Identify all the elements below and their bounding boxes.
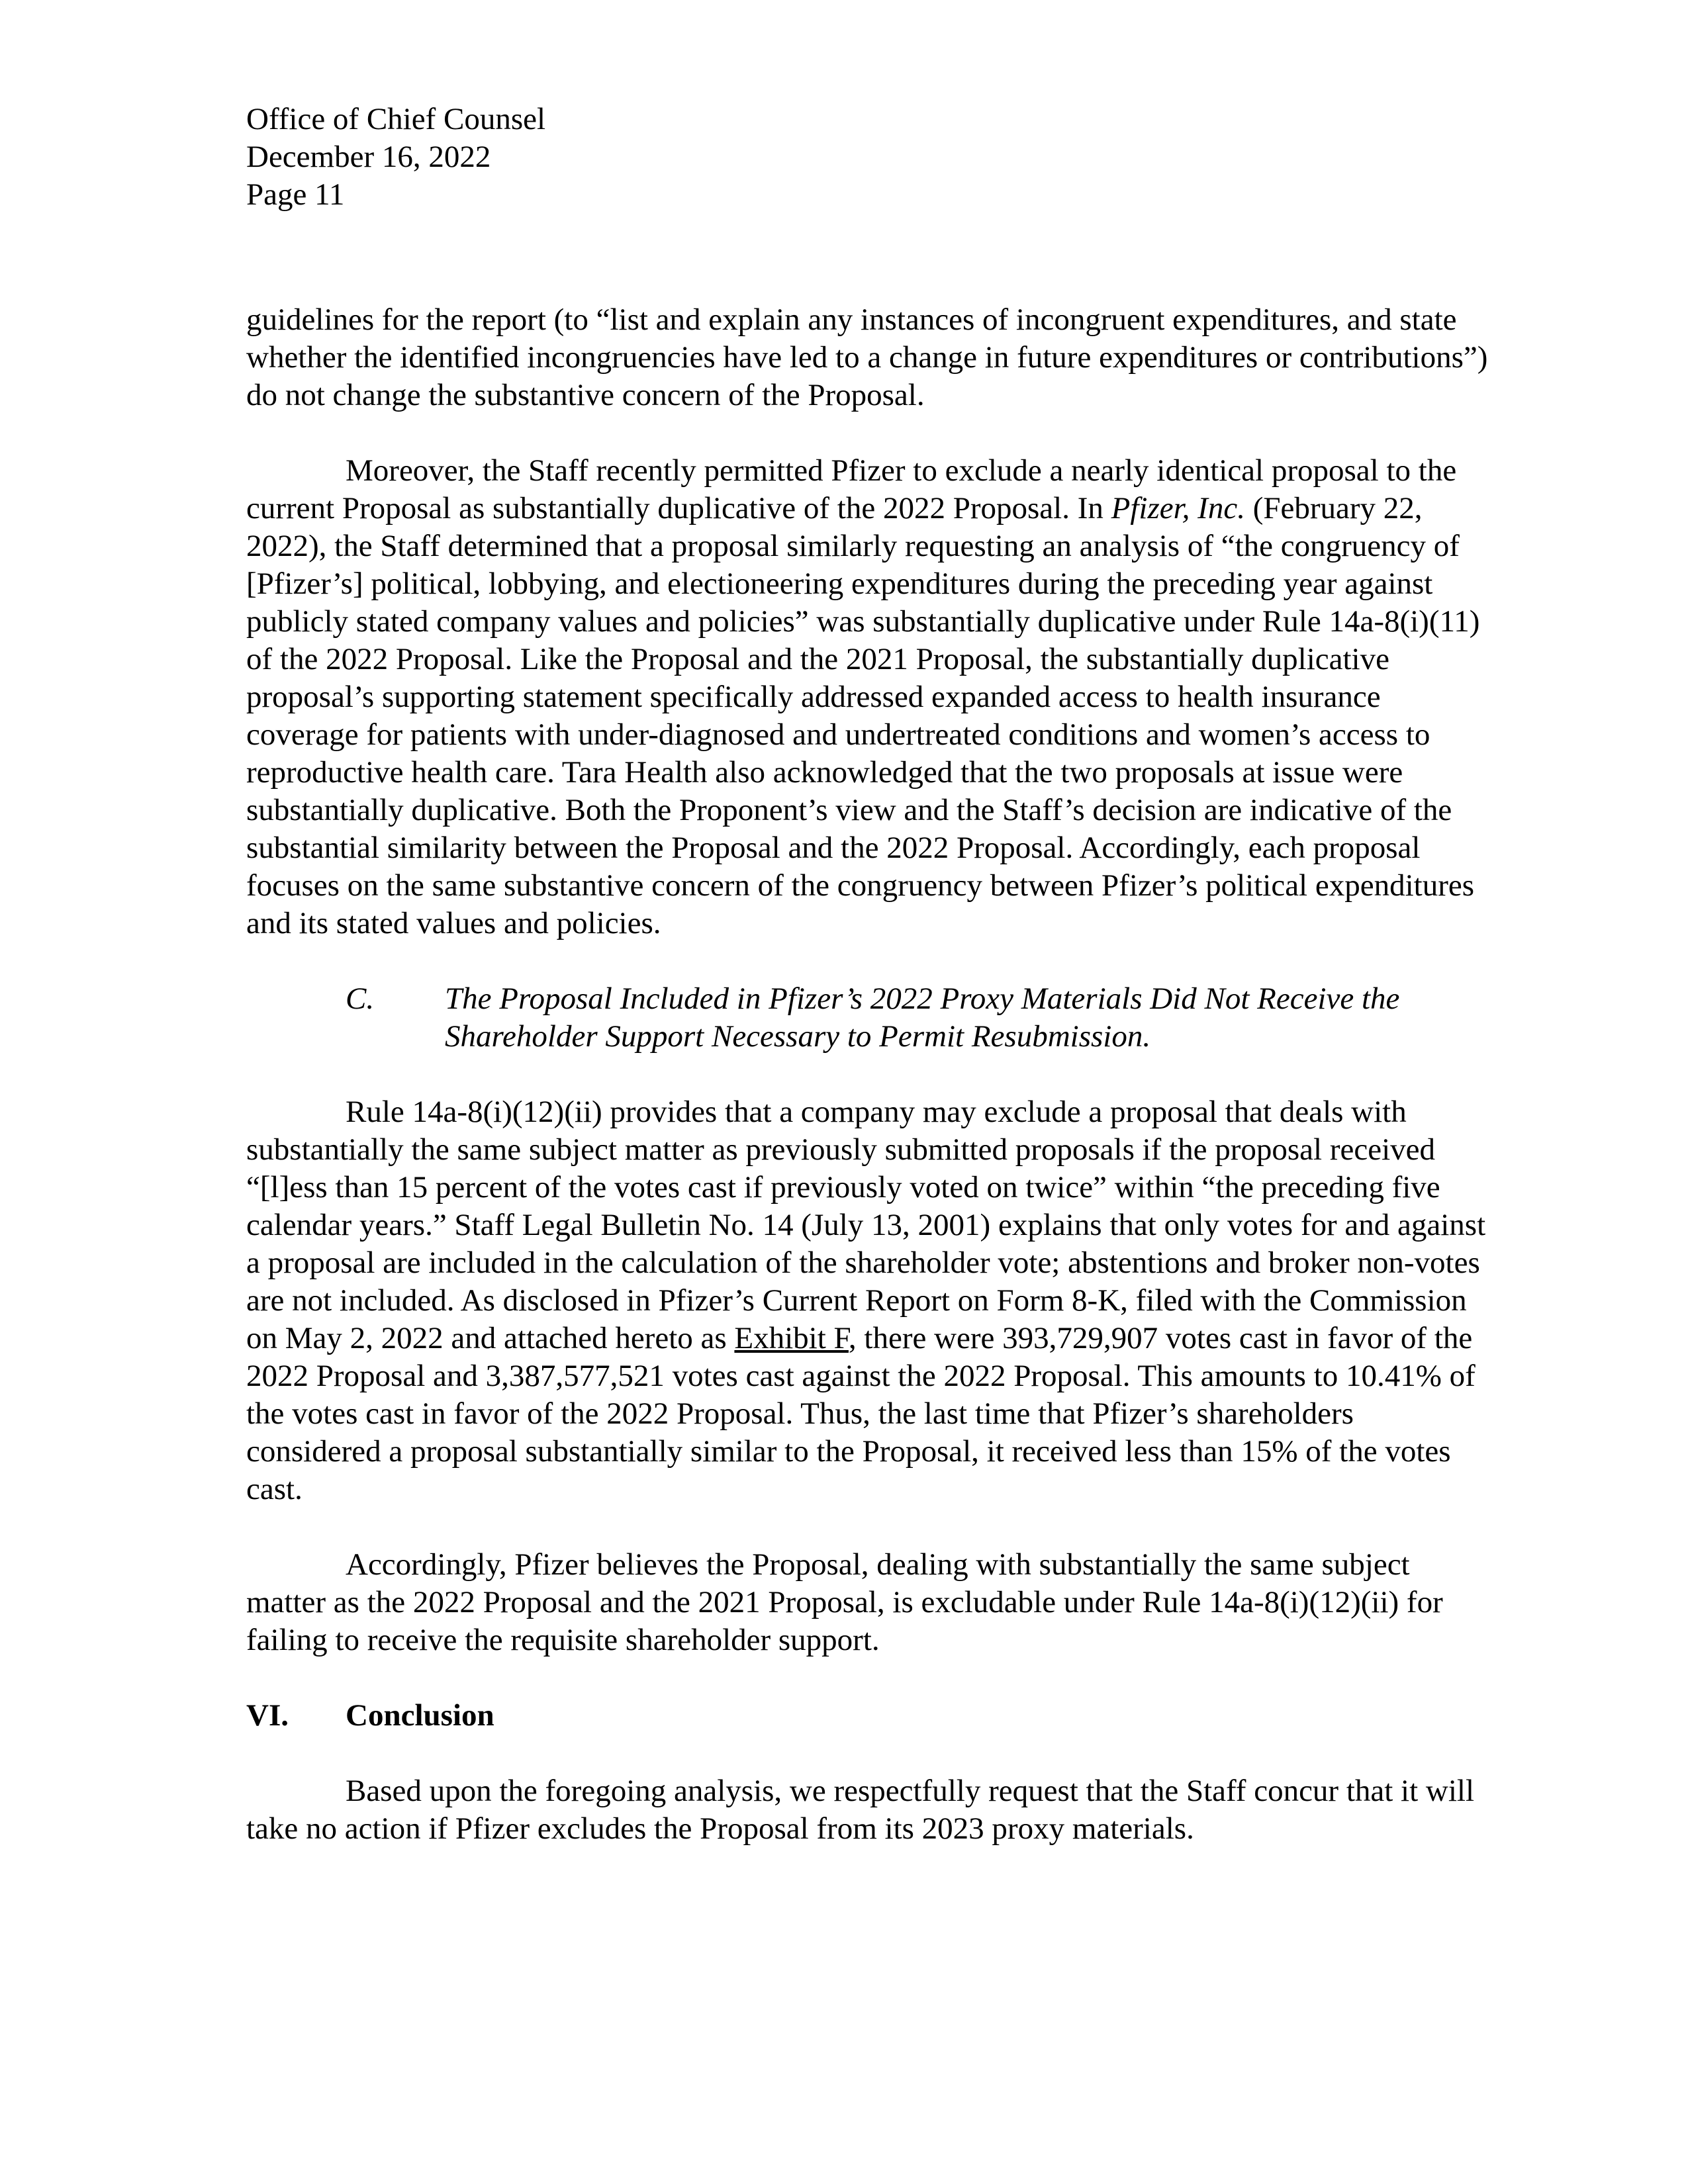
paragraph-conclusion: Based upon the foregoing analysis, we respectfully request that the Staff concur that it will take no action if Pfizer excludes the Proposal from its 2023 proxy materials. [246, 1774, 1475, 1846]
paragraph-moreover [246, 452, 1491, 942]
subheading-c [246, 980, 1491, 1056]
paragraph-rule-text-end: , there were 393,729,907 votes cast in favor of the 2022 Proposal and 3,387,577,521 votes cast against the 2022 Proposal. This amounts to 10.41% of the votes cast in favor of the 2022 Proposal. Thus, the last time that Pfizer’s shareholders considered a proposal substantially similar to the Proposal, it received less than 15% of the votes cast. [246, 1321, 1476, 1506]
letterhead-date: December 16, 2022 [246, 140, 491, 174]
letterhead-page-number: Page 11 [246, 177, 345, 212]
letterhead [246, 101, 1491, 214]
subheading-c-title: The Proposal Included in Pfizer’s 2022 Proxy Materials Did Not Receive the Shareholder Support Necessary to Permit Resubmission. [445, 981, 1400, 1054]
section-title: Conclusion [346, 1698, 494, 1733]
paragraph-moreover-text-start: Moreover, the Staff recently permitted Pfizer to exclude a nearly identical proposal to the current Proposal as substantially duplicative of the 2022 Proposal. In [246, 453, 1457, 525]
paragraph-rule-text-start: Rule 14a-8(i)(12)(ii) provides that a company may exclude a proposal that deals with substantially the same subject matter as previously submitted proposals if the proposal received “[l]ess than 15 percent of the votes cast if previously voted on twice” within “the preceding five calendar years.” Staff Legal Bulletin No. 14 (July 13, 2001) explains that only votes for and against a proposal are included in the calculation of the shareholder vote; abstentions and broker non-votes are not included. As disclosed in Pfizer’s Current Report on Form 8-K, filed with the Commission on May 2, 2022 and attached hereto as [246, 1095, 1486, 1355]
page-content [246, 101, 1491, 1848]
paragraph-accordingly: Accordingly, Pfizer believes the Proposal, dealing with substantially the same subject matter as the 2022 Proposal and the 2021 Proposal, is excludable under Rule 14a-8(i)(12)(ii) for failing to receive the requisite shareholder support. [246, 1547, 1443, 1657]
paragraph-moreover-text-end: (February 22, 2022), the Staff determined that a proposal similarly requesting an analysis of “the congruency of [Pfizer’s] political, lobbying, and electioneering expenditures during the preceding year against publicly stated company values and policies” was substantially duplicative under Rule 14a-8(i)(11) of the 2022 Proposal. Like the Proposal and the 2021 Proposal, the substantially duplicative proposal’s supporting statement specifically addressed expanded access to health insurance coverage for patients with under-diagnosed and undertreated conditions and women’s access to reproductive health care. Tara Health also acknowledged that the two proposals at issue were substantially duplicative. Both the Proponent’s view and the Staff’s decision are indicative of the substantial similarity between the Proposal and the 2022 Proposal. Accordingly, each proposal focuses on the same substantive concern of the congruency between Pfizer’s political expenditures and its stated values and policies. [246, 491, 1480, 940]
case-citation-pfizer: Pfizer, Inc. [1111, 491, 1245, 525]
section-heading-conclusion [246, 1697, 1491, 1735]
letterhead-office: Office of Chief Counsel [246, 102, 546, 136]
section-number: VI. [246, 1698, 289, 1733]
paragraph-rule-14a-8 [246, 1093, 1491, 1508]
exhibit-f-reference: Exhibit F [734, 1321, 849, 1355]
paragraph-guidelines: guidelines for the report (to “list and explain any instances of incongruent expenditures, and state whether the identified incongruencies have led to a change in future expenditures or contributions”) do not change the substantive concern of the Proposal. [246, 302, 1488, 412]
subheading-c-letter: C. [346, 981, 375, 1016]
